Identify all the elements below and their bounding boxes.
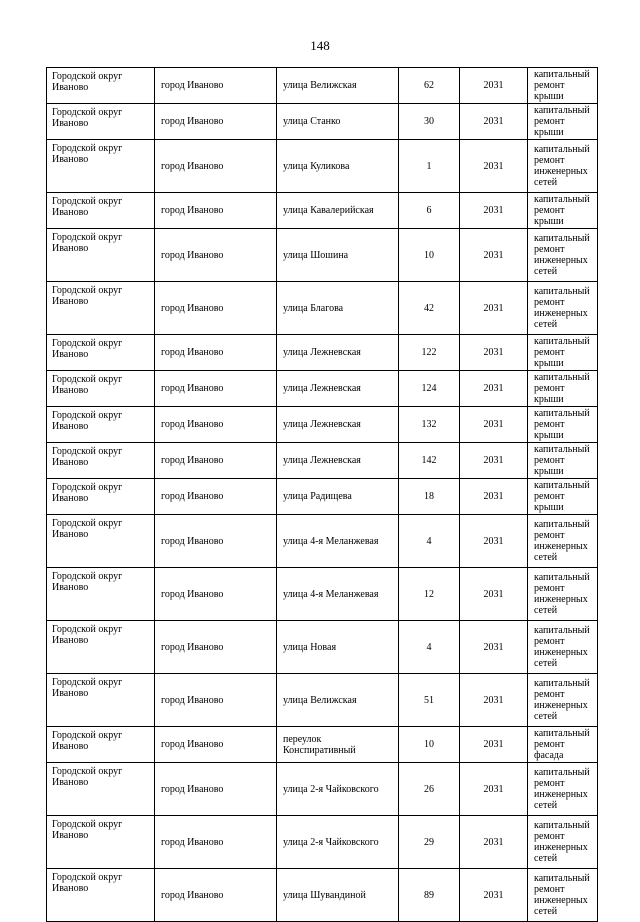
city-cell: город Иваново	[155, 371, 277, 407]
street-cell: улица Шувандиной	[277, 869, 399, 922]
district-cell: Городской округ Иваново	[47, 515, 155, 568]
street-cell: улица Велижская	[277, 68, 399, 104]
table-row	[47, 621, 598, 674]
work-type-cell: капитальный ремонт крыши	[528, 68, 598, 104]
work-type-cell: капитальный ремонт инженерных сетей	[528, 515, 598, 568]
district-cell: Городской округ Иваново	[47, 568, 155, 621]
house-cell: 62	[399, 68, 460, 104]
district-cell: Городской округ Иваново	[47, 335, 155, 371]
city-cell: город Иваново	[155, 140, 277, 193]
work-type-cell: капитальный ремонт фасада	[528, 727, 598, 763]
table-row	[47, 68, 598, 104]
street-cell: улица Станко	[277, 104, 399, 140]
city-cell: город Иваново	[155, 479, 277, 515]
city-cell: город Иваново	[155, 869, 277, 922]
year-cell: 2031	[460, 763, 528, 816]
city-cell: город Иваново	[155, 335, 277, 371]
repair-schedule-table	[46, 67, 598, 922]
work-type-cell: капитальный ремонт крыши	[528, 443, 598, 479]
work-type-cell: капитальный ремонт крыши	[528, 407, 598, 443]
district-cell: Городской округ Иваново	[47, 407, 155, 443]
district-cell: Городской округ Иваново	[47, 140, 155, 193]
table-row	[47, 479, 598, 515]
year-cell: 2031	[460, 407, 528, 443]
year-cell: 2031	[460, 515, 528, 568]
city-cell: город Иваново	[155, 674, 277, 727]
table-row	[47, 282, 598, 335]
year-cell: 2031	[460, 282, 528, 335]
street-cell: улица 4-я Меланжевая	[277, 515, 399, 568]
table-row	[47, 335, 598, 371]
district-cell: Городской округ Иваново	[47, 282, 155, 335]
table-row	[47, 104, 598, 140]
work-type-cell: капитальный ремонт крыши	[528, 193, 598, 229]
table-row	[47, 869, 598, 922]
house-cell: 6	[399, 193, 460, 229]
street-cell: улица Куликова	[277, 140, 399, 193]
table-row	[47, 229, 598, 282]
house-cell: 10	[399, 727, 460, 763]
district-cell: Городской округ Иваново	[47, 869, 155, 922]
table-row	[47, 727, 598, 763]
city-cell: город Иваново	[155, 193, 277, 229]
page-number: 148	[310, 38, 330, 53]
house-cell: 142	[399, 443, 460, 479]
year-cell: 2031	[460, 193, 528, 229]
street-cell: улица Шошина	[277, 229, 399, 282]
district-cell: Городской округ Иваново	[47, 479, 155, 515]
work-type-cell: капитальный ремонт инженерных сетей	[528, 229, 598, 282]
year-cell: 2031	[460, 621, 528, 674]
house-cell: 1	[399, 140, 460, 193]
street-cell: улица 2-я Чайковского	[277, 816, 399, 869]
street-cell: улица Кавалерийская	[277, 193, 399, 229]
house-cell: 10	[399, 229, 460, 282]
street-cell: улица 4-я Меланжевая	[277, 568, 399, 621]
table-row	[47, 763, 598, 816]
city-cell: город Иваново	[155, 443, 277, 479]
year-cell: 2031	[460, 869, 528, 922]
year-cell: 2031	[460, 674, 528, 727]
city-cell: город Иваново	[155, 68, 277, 104]
district-cell: Городской округ Иваново	[47, 816, 155, 869]
table-row	[47, 140, 598, 193]
work-type-cell: капитальный ремонт инженерных сетей	[528, 674, 598, 727]
city-cell: город Иваново	[155, 229, 277, 282]
street-cell: улица Лежневская	[277, 335, 399, 371]
house-cell: 122	[399, 335, 460, 371]
district-cell: Городской округ Иваново	[47, 727, 155, 763]
district-cell: Городской округ Иваново	[47, 371, 155, 407]
district-cell: Городской округ Иваново	[47, 104, 155, 140]
table-row	[47, 674, 598, 727]
year-cell: 2031	[460, 727, 528, 763]
house-cell: 4	[399, 515, 460, 568]
year-cell: 2031	[460, 479, 528, 515]
city-cell: город Иваново	[155, 515, 277, 568]
house-cell: 29	[399, 816, 460, 869]
district-cell: Городской округ Иваново	[47, 621, 155, 674]
work-type-cell: капитальный ремонт инженерных сетей	[528, 140, 598, 193]
work-type-cell: капитальный ремонт крыши	[528, 335, 598, 371]
table-row	[47, 193, 598, 229]
house-cell: 42	[399, 282, 460, 335]
work-type-cell: капитальный ремонт крыши	[528, 104, 598, 140]
district-cell: Городской округ Иваново	[47, 68, 155, 104]
table-row	[47, 568, 598, 621]
year-cell: 2031	[460, 229, 528, 282]
table-row	[47, 816, 598, 869]
year-cell: 2031	[460, 568, 528, 621]
city-cell: город Иваново	[155, 816, 277, 869]
work-type-cell: капитальный ремонт крыши	[528, 479, 598, 515]
table-row	[47, 443, 598, 479]
city-cell: город Иваново	[155, 727, 277, 763]
table-row	[47, 407, 598, 443]
year-cell: 2031	[460, 335, 528, 371]
year-cell: 2031	[460, 816, 528, 869]
year-cell: 2031	[460, 371, 528, 407]
house-cell: 26	[399, 763, 460, 816]
street-cell: улица Лежневская	[277, 443, 399, 479]
district-cell: Городской округ Иваново	[47, 674, 155, 727]
table-row	[47, 371, 598, 407]
city-cell: город Иваново	[155, 407, 277, 443]
street-cell: улица Велижская	[277, 674, 399, 727]
table-row	[47, 515, 598, 568]
year-cell: 2031	[460, 104, 528, 140]
year-cell: 2031	[460, 68, 528, 104]
work-type-cell: капитальный ремонт крыши	[528, 371, 598, 407]
city-cell: город Иваново	[155, 621, 277, 674]
year-cell: 2031	[460, 443, 528, 479]
street-cell: улица Благова	[277, 282, 399, 335]
house-cell: 12	[399, 568, 460, 621]
city-cell: город Иваново	[155, 282, 277, 335]
house-cell: 124	[399, 371, 460, 407]
work-type-cell: капитальный ремонт инженерных сетей	[528, 869, 598, 922]
street-cell: улица Новая	[277, 621, 399, 674]
district-cell: Городской округ Иваново	[47, 443, 155, 479]
work-type-cell: капитальный ремонт инженерных сетей	[528, 568, 598, 621]
city-cell: город Иваново	[155, 568, 277, 621]
street-cell: улица 2-я Чайковского	[277, 763, 399, 816]
city-cell: город Иваново	[155, 104, 277, 140]
house-cell: 51	[399, 674, 460, 727]
work-type-cell: капитальный ремонт инженерных сетей	[528, 621, 598, 674]
street-cell: переулок Конспиративный	[277, 727, 399, 763]
house-cell: 30	[399, 104, 460, 140]
district-cell: Городской округ Иваново	[47, 229, 155, 282]
work-type-cell: капитальный ремонт инженерных сетей	[528, 282, 598, 335]
street-cell: улица Радищева	[277, 479, 399, 515]
work-type-cell: капитальный ремонт инженерных сетей	[528, 763, 598, 816]
house-cell: 4	[399, 621, 460, 674]
work-type-cell: капитальный ремонт инженерных сетей	[528, 816, 598, 869]
street-cell: улица Лежневская	[277, 407, 399, 443]
house-cell: 18	[399, 479, 460, 515]
house-cell: 89	[399, 869, 460, 922]
district-cell: Городской округ Иваново	[47, 763, 155, 816]
table-body	[47, 68, 598, 922]
year-cell: 2031	[460, 140, 528, 193]
house-cell: 132	[399, 407, 460, 443]
district-cell: Городской округ Иваново	[47, 193, 155, 229]
city-cell: город Иваново	[155, 763, 277, 816]
street-cell: улица Лежневская	[277, 371, 399, 407]
